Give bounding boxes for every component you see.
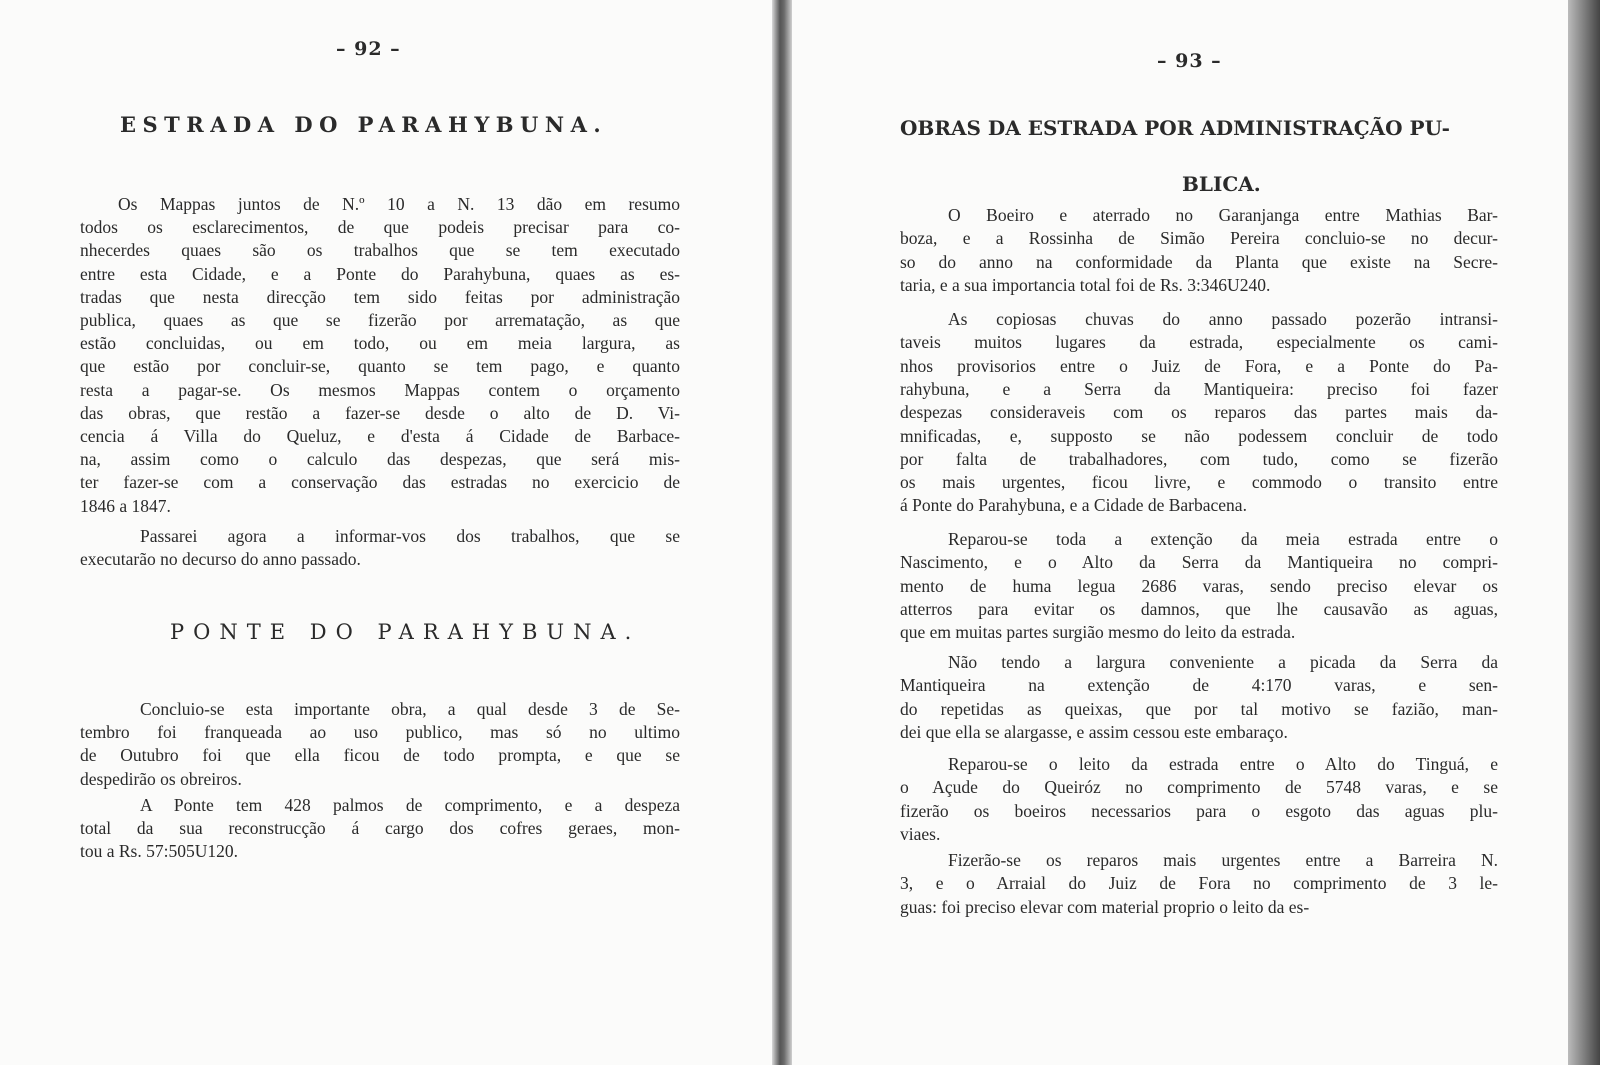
- paragraph-line: na, assim como o calculo das despezas, que será mis-: [80, 449, 680, 470]
- page-edge: [1568, 0, 1600, 1065]
- paragraph-line: A Ponte tem 428 palmos de comprimento, e a despeza: [140, 795, 680, 815]
- paragraph-line: estão concluidas, ou em todo, ou em meia largura, as: [80, 333, 680, 354]
- book-spine: [772, 0, 792, 1065]
- paragraph-line: so do anno na conformidade da Planta que existe na Secre-: [900, 251, 1498, 272]
- paragraph-line: fizerão os boeiros necessarios para o esgoto das aguas plu-: [900, 800, 1498, 821]
- paragraph-line: nhos provisorios entre o Juiz de Fora, e a Ponte do Pa-: [900, 355, 1498, 376]
- left-page: [0, 0, 772, 1065]
- paragraph-line: boza, e a Rossinha de Simão Pereira concluio-se no decur-: [900, 228, 1498, 249]
- paragraph-line: cencia á Villa do Queluz, e d'esta á Cidade de Barbace-: [80, 426, 680, 446]
- paragraph-line: todos os esclarecimentos, de que podeis precisar para co-: [80, 217, 680, 238]
- paragraph-line: Mantiqueira na extenção de 4:170 varas, e sen-: [900, 675, 1498, 696]
- paragraph-line: á Ponte do Parahybuna, e a Cidade de Barbacena.: [900, 495, 1247, 516]
- section-title-continued: BLICA.: [1182, 172, 1261, 196]
- paragraph-line: Não tendo a largura conveniente a picada da Serra da: [948, 652, 1498, 672]
- section-title: ESTRADA DO PARAHYBUNA.: [120, 112, 608, 137]
- paragraph-line: viaes.: [900, 823, 941, 844]
- section-title: OBRAS DA ESTRADA POR ADMINISTRAÇÃO PU-: [900, 116, 1450, 140]
- paragraph-line: Concluio-se esta importante obra, a qual desde 3 de Se-: [140, 699, 680, 719]
- paragraph-line: entre esta Cidade, e a Ponte do Parahybuna, quaes as es-: [80, 263, 680, 284]
- paragraph-line: que estão por concluir-se, quanto se tem pago, e quanto: [80, 356, 680, 377]
- paragraph-line: tou a Rs. 57:505U120.: [80, 841, 238, 862]
- paragraph-line: de Outubro foi que ella ficou de todo prompta, e que se: [80, 745, 680, 766]
- page-number: – 93 –: [1157, 50, 1222, 72]
- paragraph-line: tembro foi franqueada ao uso publico, mas só no ultimo: [80, 722, 680, 743]
- paragraph-line: por falta de trabalhadores, com tudo, como se fizerão: [900, 448, 1498, 469]
- paragraph-line: tradas que nesta direcção tem sido feitas por administração: [80, 286, 680, 307]
- paragraph-line: Reparou-se toda a extenção da meia estrada entre o: [948, 529, 1498, 549]
- subsection-title: PONTE DO PARAHYBUNA.: [170, 620, 641, 644]
- paragraph-line: o Açude do Queiróz no comprimento de 5748 varas, e se: [900, 777, 1498, 798]
- paragraph-line: publica, quaes as que se fizerão por arrematação, as que: [80, 310, 680, 330]
- page-number: – 92 –: [336, 38, 401, 60]
- paragraph-line: mento de huma legua 2686 varas, sendo preciso elevar os: [900, 575, 1498, 596]
- paragraph-line: Reparou-se o leito da estrada entre o Alto do Tinguá, e: [948, 754, 1498, 774]
- paragraph-line: despedirão os obreiros.: [80, 768, 242, 789]
- paragraph-line: As copiosas chuvas do anno passado pozerão intransi-: [948, 309, 1498, 329]
- paragraph-line: 1846 a 1847.: [80, 495, 171, 516]
- paragraph-line: total da sua reconstrucção á cargo dos cofres geraes, mon-: [80, 818, 680, 839]
- paragraph-line: mnificadas, e, supposto se não podessem concluir de todo: [900, 425, 1498, 446]
- paragraph-line: atterros para evitar os damnos, que lhe causavão as aguas,: [900, 598, 1498, 619]
- paragraph-line: Os Mappas juntos de N.º 10 a N. 13 dão em resumo: [118, 194, 680, 214]
- paragraph-line: rahybuna, e a Serra da Mantiqueira: preciso foi fazer: [900, 378, 1498, 399]
- paragraph-line: dei que ella se alargasse, e assim cessou este embaraço.: [900, 721, 1288, 742]
- paragraph-line: ter fazer-se com a conservação das estradas no exercicio de: [80, 472, 680, 493]
- paragraph-line: resta a pagar-se. Os mesmos Mappas contem o orçamento: [80, 379, 680, 400]
- paragraph-line: O Boeiro e aterrado no Garanjanga entre Mathias Bar-: [948, 205, 1498, 225]
- paragraph-line: das obras, que restão a fazer-se desde o alto de D. Vi-: [80, 402, 680, 423]
- paragraph-line: guas: foi preciso elevar com material proprio o leito da es-: [900, 896, 1310, 917]
- paragraph-line: Passarei agora a informar-vos dos trabalhos, que se: [140, 526, 680, 546]
- paragraph-line: que em muitas partes surgião mesmo do leito da estrada.: [900, 622, 1296, 643]
- paragraph-line: executarão no decurso do anno passado.: [80, 549, 361, 570]
- paragraph-line: nhecerdes quaes são os trabalhos que se tem executado: [80, 240, 680, 261]
- paragraph-line: os mais urgentes, ficou livre, e commodo o transito entre: [900, 472, 1498, 493]
- paragraph-line: do repetidas as queixas, que por tal motivo se fazião, man-: [900, 698, 1498, 719]
- paragraph-line: Nascimento, e o Alto da Serra da Mantiqueira no compri-: [900, 552, 1498, 573]
- paragraph-line: despezas consideraveis com os reparos das partes mais da-: [900, 402, 1498, 423]
- right-page: [792, 0, 1570, 1065]
- paragraph-line: taveis muitos lugares da estrada, especialmente os cami-: [900, 332, 1498, 353]
- paragraph-line: 3, e o Arraial do Juiz de Fora no comprimento de 3 le-: [900, 873, 1498, 894]
- paragraph-line: taria, e a sua importancia total foi de Rs. 3:346U240.: [900, 274, 1271, 295]
- paragraph-line: Fizerão-se os reparos mais urgentes entre a Barreira N.: [948, 850, 1498, 870]
